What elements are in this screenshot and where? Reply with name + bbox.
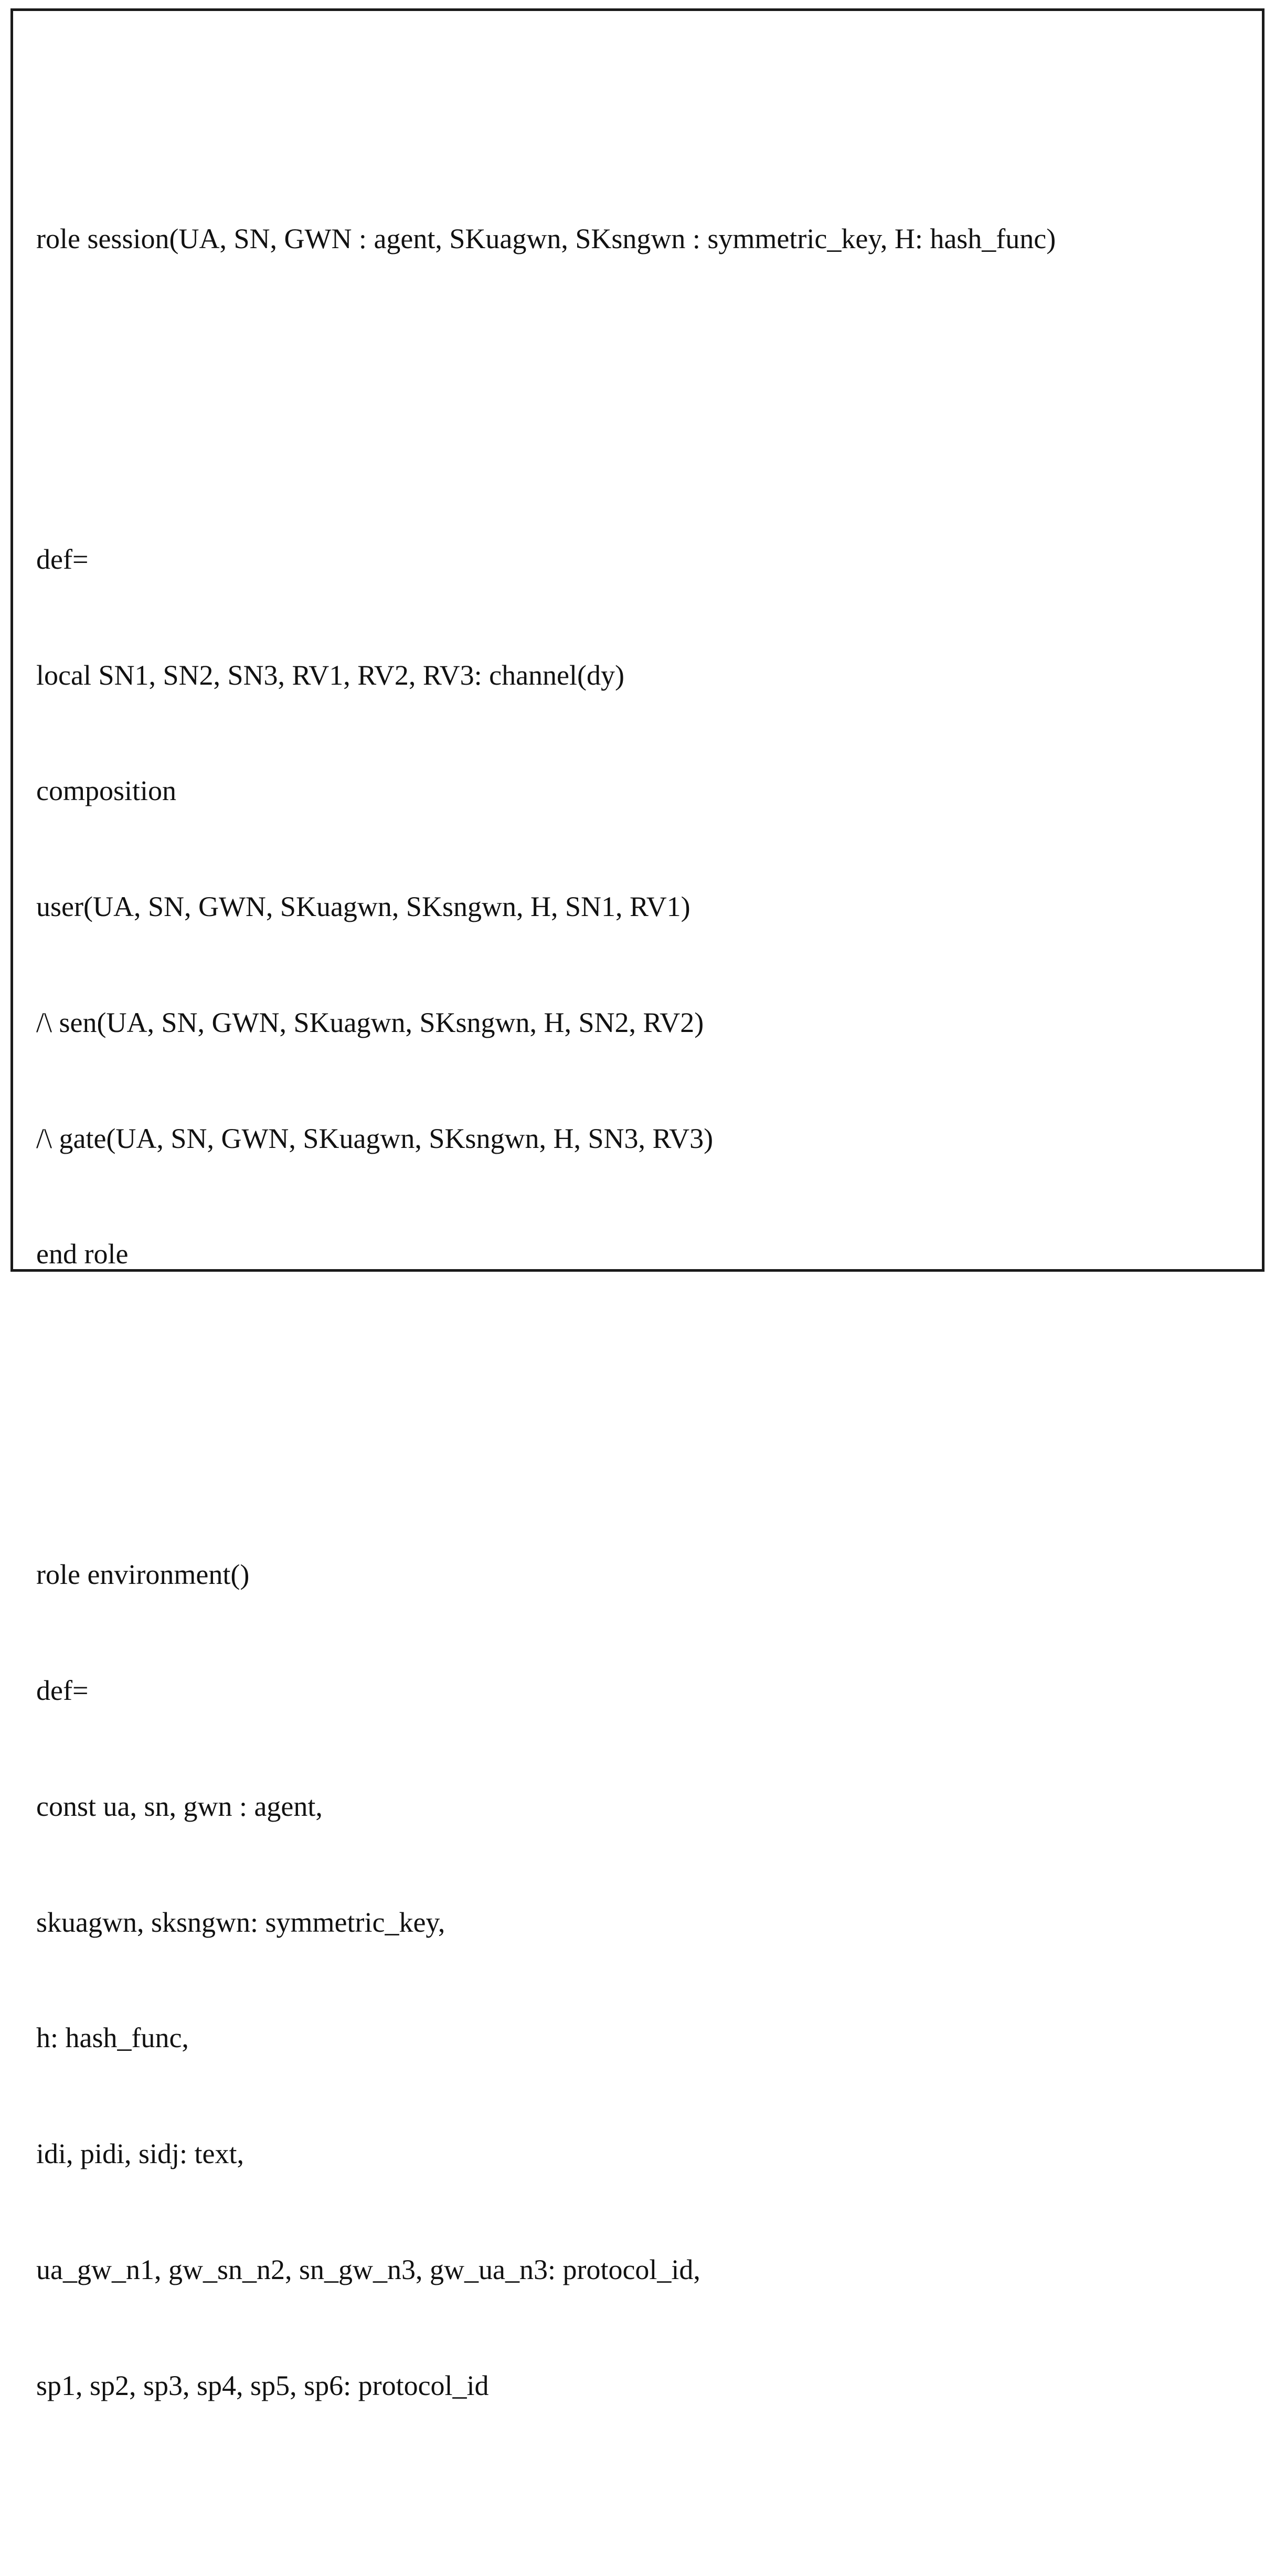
code-listing-box [10, 8, 1265, 2401]
session-role-header [36, 143, 1251, 336]
code-line: h: hash_func, [36, 2022, 189, 2054]
environment-role-declarations [36, 1478, 1251, 2482]
code-line: end role [36, 1238, 129, 1270]
code-line: def= [36, 1674, 89, 1706]
session-role-body [36, 463, 1251, 1351]
code-line: skuagwn, sksngwn: symmetric_key, [36, 1906, 445, 1938]
code-line: const ua, sn, gwn : agent, [36, 1790, 323, 1822]
code-line: composition [36, 775, 176, 807]
code-line: user(UA, SN, GWN, SKuagwn, SKsngwn, H, SN1, RV1) [36, 891, 690, 923]
code-line: /\ gate(UA, SN, GWN, SKuagwn, SKsngwn, H, SN3, RV3) [36, 1122, 714, 1154]
code-line: local SN1, SN2, SN3, RV1, RV2, RV3: channel(dy) [36, 659, 624, 691]
code-line: idi, pidi, sidj: text, [36, 2138, 245, 2170]
code-listing [36, 27, 1251, 2576]
code-line: def= [36, 543, 89, 575]
code-line: role environment() [36, 1559, 250, 1591]
code-line: ua_gw_n1, gw_sn_n2, sn_gw_n3, gw_ua_n3: protocol_id, [36, 2253, 700, 2285]
code-line: sp1, sp2, sp3, sp4, sp5, sp6: protocol_id [36, 2369, 489, 2401]
code-line: role session(UA, SN, GWN : agent, SKuagwn, SKsngwn : symmetric_key, H: hash_func) [36, 222, 1056, 254]
code-line: /\ sen(UA, SN, GWN, SKuagwn, SKsngwn, H, SN2, RV2) [36, 1006, 704, 1038]
